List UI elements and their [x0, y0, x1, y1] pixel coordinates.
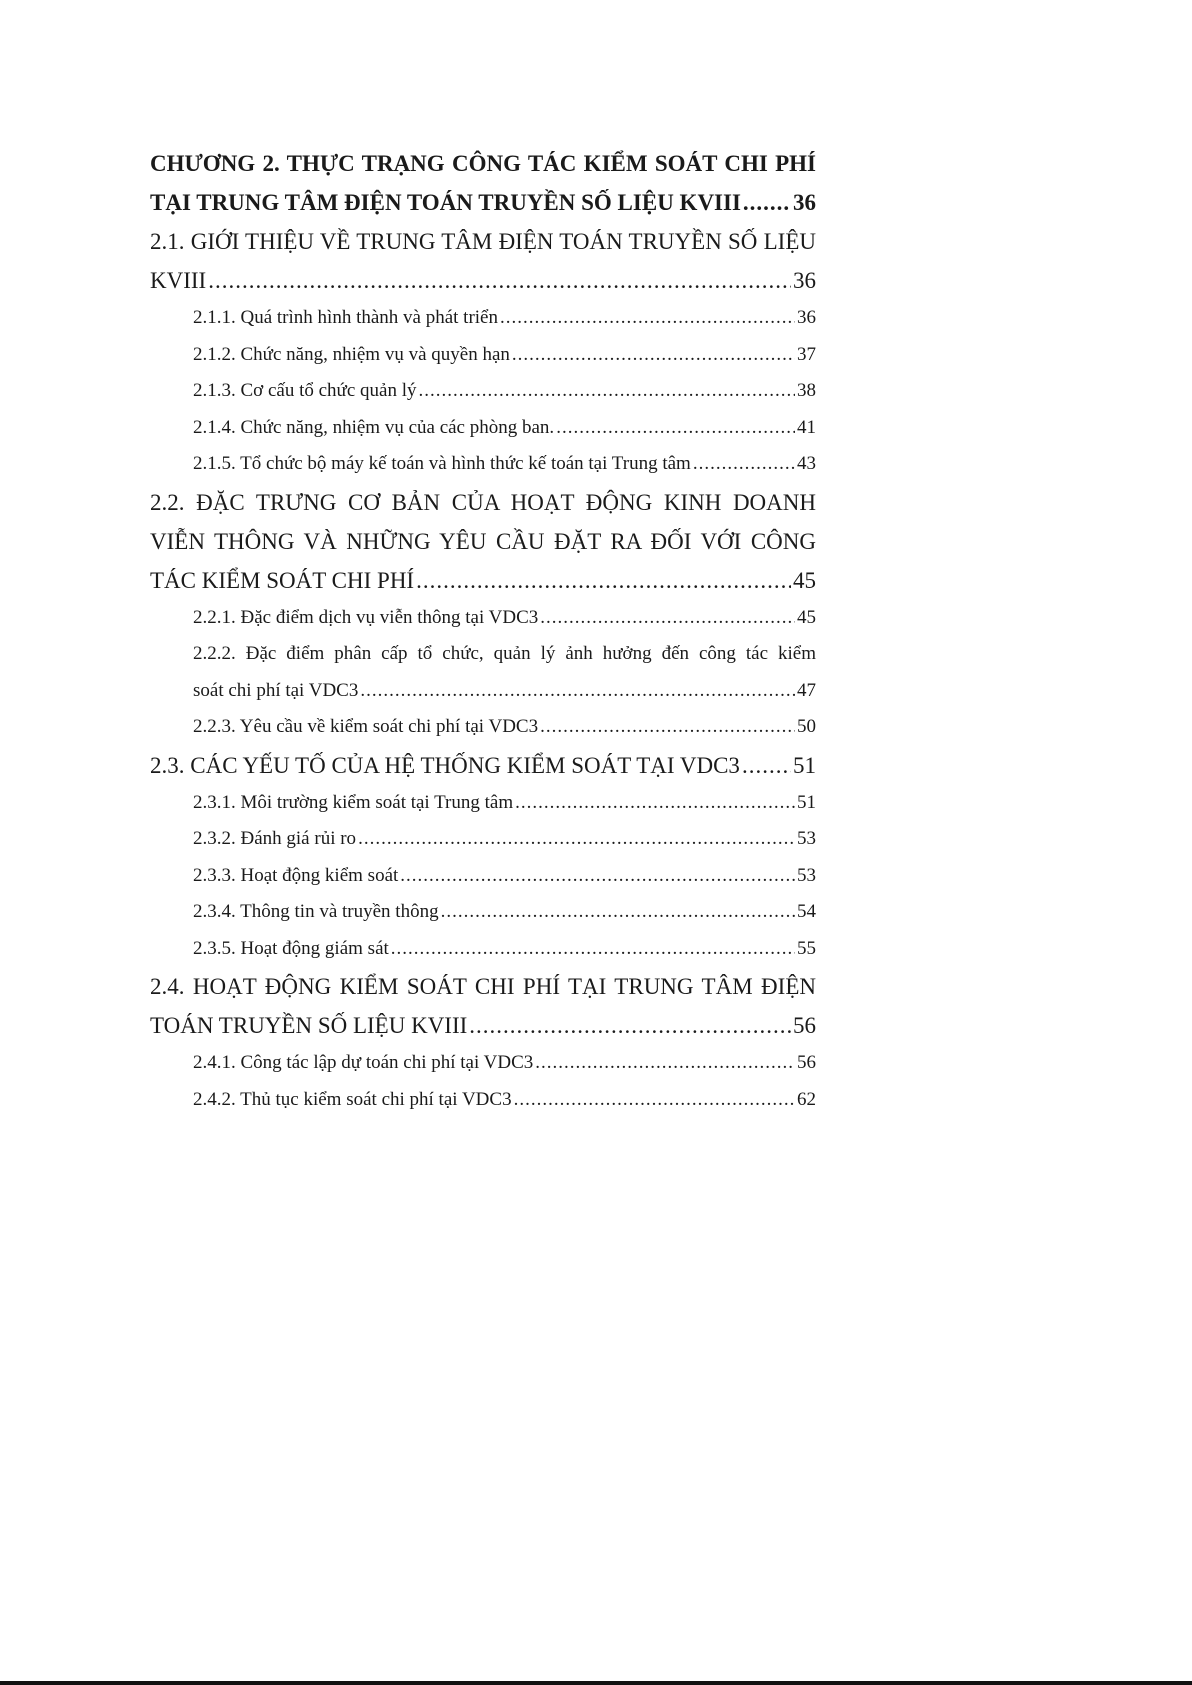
toc-entry-leader-line — [193, 931, 816, 968]
toc-entry-title: 2.1.5. Tổ chức bộ máy kế toán và hình thức kế toán tại Trung tâm — [193, 453, 691, 474]
page-bottom-rule — [0, 1681, 1192, 1685]
toc-page-number: 43 — [797, 453, 816, 474]
toc-entry-title: 2.3.2. Đánh giá rủi ro — [193, 828, 357, 849]
toc-entry-title: 2.1.1. Quá trình hình thành và phát triển — [193, 307, 498, 328]
toc-entry-leader-line — [193, 821, 816, 858]
toc-entry[interactable] — [150, 931, 816, 968]
toc-entry[interactable] — [150, 300, 816, 337]
toc-entry[interactable] — [150, 821, 816, 858]
toc-entry[interactable] — [150, 1045, 816, 1082]
dot-leader — [514, 1082, 795, 1119]
toc-entry[interactable] — [150, 337, 816, 374]
toc-entry-text-line: 2.1. GIỚI THIỆU VỀ TRUNG TÂM ĐIỆN TOÁN TRUYỀN SỐ LIỆU — [150, 229, 816, 254]
dot-leader — [535, 1045, 795, 1082]
toc-entry-title: 2.3.4. Thông tin và truyền thông — [193, 901, 439, 922]
dot-leader — [515, 785, 795, 822]
dot-leader — [693, 446, 795, 483]
toc-entry-leader-line — [150, 746, 816, 785]
toc-page-number: 50 — [797, 716, 816, 737]
toc-page-number: 53 — [797, 864, 816, 886]
toc-entry-title: 2.3.3. Hoạt động kiểm soát — [193, 864, 399, 886]
toc-entry[interactable] — [150, 600, 816, 637]
toc-entry-title: soát chi phí tại VDC3 — [193, 679, 359, 701]
toc-page-number: 41 — [797, 416, 816, 438]
dot-leader — [208, 261, 791, 300]
toc-entry[interactable] — [150, 144, 816, 222]
toc-entry-leader-line — [193, 373, 816, 410]
toc-entry[interactable] — [150, 222, 816, 300]
toc-entry-title: 2.1.3. Cơ cấu tổ chức quản lý — [193, 380, 417, 401]
toc-entry-text-line: VIỄN THÔNG VÀ NHỮNG YÊU CẦU ĐẶT RA ĐỐI VỚI CÔNG — [150, 528, 816, 554]
toc-entry[interactable] — [150, 746, 816, 785]
toc-entry[interactable] — [150, 785, 816, 822]
toc-page-number: 45 — [793, 567, 816, 593]
table-of-contents — [150, 144, 816, 1118]
dot-leader — [500, 300, 795, 337]
toc-entry-leader-line — [193, 673, 816, 710]
toc-entry-leader-line — [193, 410, 816, 447]
toc-entry-leader-line — [150, 1006, 816, 1045]
dot-leader — [358, 821, 795, 858]
toc-entry[interactable] — [150, 967, 816, 1045]
toc-page-number: 54 — [797, 901, 816, 922]
toc-page-number: 51 — [797, 791, 816, 813]
toc-entry[interactable] — [150, 894, 816, 931]
dot-leader — [416, 561, 791, 600]
toc-entry-leader-line — [193, 894, 816, 931]
toc-page-number: 55 — [797, 937, 816, 959]
dot-leader — [419, 373, 796, 410]
toc-page-number: 45 — [797, 606, 816, 628]
toc-entry[interactable] — [150, 636, 816, 709]
toc-entry[interactable] — [150, 410, 816, 447]
dot-leader — [540, 600, 795, 637]
toc-entry[interactable] — [150, 446, 816, 483]
toc-entry-leader-line — [150, 183, 816, 222]
toc-page-number: 36 — [797, 307, 816, 328]
toc-entry-leader-line — [193, 709, 816, 746]
toc-entry-title: 2.2.1. Đặc điểm dịch vụ viễn thông tại VDC3 — [193, 606, 539, 628]
dot-leader — [743, 183, 791, 222]
toc-entry-title: KVIII — [150, 268, 207, 293]
toc-entry-text-line: 2.2. ĐẶC TRƯNG CƠ BẢN CỦA HOẠT ĐỘNG KINH DOANH — [150, 489, 816, 515]
toc-entry[interactable] — [150, 373, 816, 410]
toc-entry-title: 2.4.2. Thủ tục kiểm soát chi phí tại VDC3 — [193, 1088, 512, 1110]
toc-entry-text-line: 2.2.2. Đặc điểm phân cấp tổ chức, quản lý ảnh hưởng đến công tác kiểm — [193, 643, 816, 664]
toc-entry-title: TOÁN TRUYỀN SỐ LIỆU KVIII — [150, 1013, 468, 1038]
toc-entry-title: 2.1.2. Chức năng, nhiệm vụ và quyền hạn — [193, 343, 510, 365]
dot-leader — [540, 709, 795, 746]
toc-page-number: 38 — [797, 380, 816, 401]
toc-page-number: 36 — [793, 268, 816, 293]
toc-page-number: 56 — [797, 1052, 816, 1073]
toc-entry[interactable] — [150, 709, 816, 746]
toc-entry-title: TÁC KIỂM SOÁT CHI PHÍ — [150, 567, 415, 593]
toc-page-number: 53 — [797, 828, 816, 849]
toc-page-number: 51 — [793, 752, 816, 778]
toc-entry-title: 2.3. CÁC YẾU TỐ CỦA HỆ THỐNG KIỂM SOÁT TẠI VDC3 — [150, 752, 740, 778]
toc-page-number: 47 — [797, 679, 816, 701]
toc-entry-leader-line — [193, 446, 816, 483]
toc-page-number: 36 — [793, 190, 816, 215]
toc-entry-title: TẠI TRUNG TÂM ĐIỆN TOÁN TRUYỀN SỐ LIỆU KVIII — [150, 190, 741, 215]
toc-entry-title: 2.1.4. Chức năng, nhiệm vụ của các phòng ban. — [193, 416, 555, 438]
toc-entry-leader-line — [193, 858, 816, 895]
toc-entry[interactable] — [150, 858, 816, 895]
toc-entry-leader-line — [193, 785, 816, 822]
toc-entry-leader-line — [193, 600, 816, 637]
dot-leader — [512, 337, 795, 374]
dot-leader — [441, 894, 795, 931]
toc-entry-leader-line — [193, 337, 816, 374]
toc-entry-leader-line — [193, 1045, 816, 1082]
toc-entry-leader-line — [150, 561, 816, 600]
toc-entry-leader-line — [193, 300, 816, 337]
dot-leader — [360, 673, 795, 710]
toc-entry-leader-line — [193, 1082, 816, 1119]
dot-leader — [469, 1006, 791, 1045]
dot-leader — [742, 746, 791, 785]
dot-leader — [391, 931, 795, 968]
toc-entry-leader-line — [150, 261, 816, 300]
toc-entry[interactable] — [150, 483, 816, 600]
toc-entry-title: 2.3.1. Môi trường kiểm soát tại Trung tâm — [193, 791, 514, 813]
toc-entry-text-line: 2.4. HOẠT ĐỘNG KIỂM SOÁT CHI PHÍ TẠI TRUNG TÂM ĐIỆN — [150, 974, 816, 999]
toc-entry-text-line: CHƯƠNG 2. THỰC TRẠNG CÔNG TÁC KIỂM SOÁT CHI PHÍ — [150, 151, 816, 176]
toc-entry[interactable] — [150, 1082, 816, 1119]
toc-entry-title: 2.3.5. Hoạt động giám sát — [193, 937, 389, 959]
dot-leader — [400, 858, 795, 895]
toc-page-number: 56 — [793, 1013, 816, 1038]
toc-page-number: 62 — [797, 1088, 816, 1110]
toc-page-number: 37 — [797, 343, 816, 365]
dot-leader — [556, 410, 795, 447]
toc-entry-title: 2.2.3. Yêu cầu về kiểm soát chi phí tại VDC3 — [193, 716, 539, 737]
toc-entry-title: 2.4.1. Công tác lập dự toán chi phí tại VDC3 — [193, 1052, 534, 1073]
